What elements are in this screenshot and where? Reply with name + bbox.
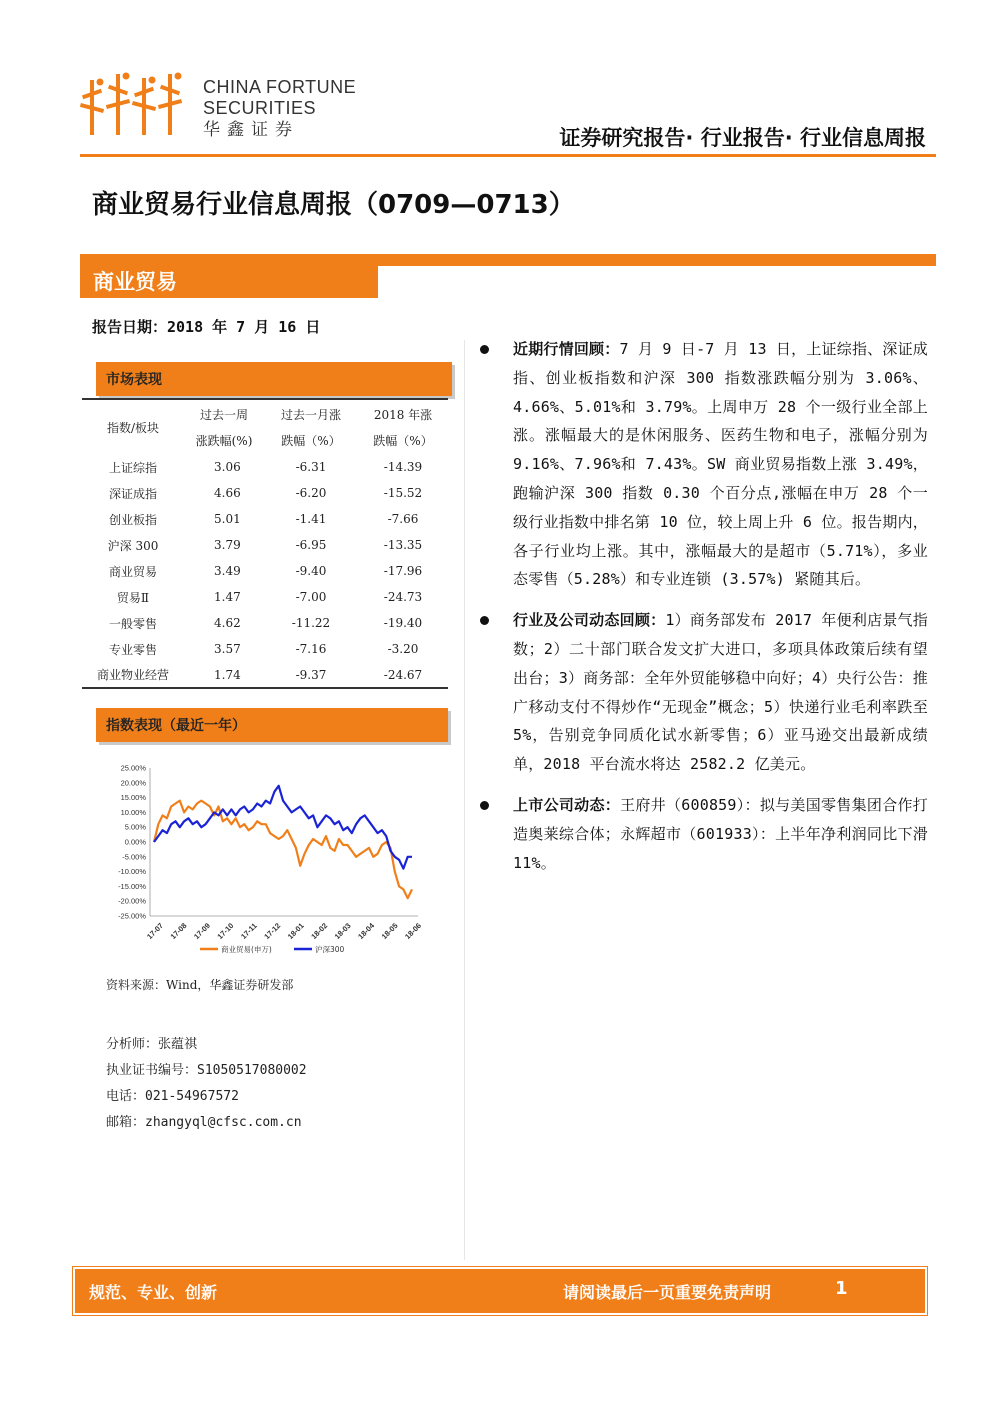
legend-label: 商业贸易(申万) xyxy=(221,945,272,954)
table-cell: -9.37 xyxy=(264,662,358,688)
market-table xyxy=(82,398,448,689)
table-cell: 3.49 xyxy=(214,564,241,578)
data-source: 资料来源：Wind，华鑫证券研发部 xyxy=(106,978,294,992)
y-tick-label: 10.00% xyxy=(120,807,146,817)
logo-figure xyxy=(106,73,130,136)
x-tick-label: 17-07 xyxy=(145,921,166,942)
table-cell: 1.47 xyxy=(214,590,241,604)
x-tick-label: 18-06 xyxy=(403,921,424,942)
logo-en-line1: CHINA FORTUNE xyxy=(203,77,357,97)
x-tick-label: 18-02 xyxy=(309,921,330,942)
table-cell: -24.73 xyxy=(383,590,423,604)
table-cell: 一般零售 xyxy=(108,616,157,631)
x-tick-label: 17-09 xyxy=(192,921,212,942)
table-cell: -3.20 xyxy=(387,642,419,656)
table-cell: -24.67 xyxy=(358,662,448,688)
y-tick-label: -5.00% xyxy=(122,852,146,862)
table-row xyxy=(82,558,448,584)
bullet-text: 近期行情回顾：7 月 9 日-7 月 13 日，上证综指、深证成指、创业板指数和沪深 300 指数涨跌幅分别为 3.06%、4.66%、5.01%和 3.79%。上周申万 28 个一级行业全部上涨。涨幅最大的是休闲服务、医药生物和电子，涨幅分别为 9.16%、7.96%和 7.43%。SW 商业贸易指数上涨 3.49%，跑输沪深 300 指数 0.30 个百分点,涨幅在申万 28 个一级行业指数中排名第 10 位，较上周上升 6 位。报告期内，各子行业均上涨。其中，涨幅最大的是超市（5.71%），多业态零售（5.28%）和专业连锁 (3.57%) 紧随其后。 xyxy=(513,340,928,589)
col-header: 2018 年涨 跌幅（%） xyxy=(373,408,433,448)
col-header: 过去一周 涨跌幅(%) xyxy=(195,408,253,448)
table-cell: 沪深 300 xyxy=(107,538,159,553)
y-tick-label: -15.00% xyxy=(118,881,146,891)
table-cell: -14.39 xyxy=(383,460,423,474)
analyst-name: 分析师：张蕴祺 xyxy=(106,1037,198,1052)
market-section-title: 市场表现 xyxy=(106,372,162,388)
table-cell: 上证综指 xyxy=(108,460,157,475)
x-tick-label: 18-01 xyxy=(285,921,306,942)
table-cell: 专业零售 xyxy=(108,642,157,657)
bullet-company-news xyxy=(478,791,928,877)
table-cell: -17.96 xyxy=(383,564,423,578)
table-cell: -11.22 xyxy=(291,616,331,630)
logo-figure xyxy=(158,73,182,136)
table-cell: -19.40 xyxy=(383,616,423,630)
market-section-header xyxy=(96,362,452,396)
y-tick-label: 25.00% xyxy=(120,763,146,773)
table-cell: 4.62 xyxy=(214,616,241,630)
analyst-phone: 电话：021-54967572 xyxy=(106,1089,239,1104)
table-cell: 3.57 xyxy=(214,642,241,656)
table-row xyxy=(82,636,448,662)
table-cell: 贸易Ⅱ xyxy=(116,590,150,605)
bullet-market-review xyxy=(478,335,928,594)
y-tick-label: -10.00% xyxy=(118,867,146,877)
bullet-dot xyxy=(480,616,489,625)
y-tick-label: 15.00% xyxy=(120,793,146,803)
sector-label: 商业贸易 xyxy=(93,270,177,294)
table-cell: 5.01 xyxy=(214,512,241,526)
logo-cn: 华鑫证券 xyxy=(203,120,299,140)
table-cell: -6.20 xyxy=(295,486,327,500)
table-cell: 商业贸易 xyxy=(108,564,157,579)
bullet-text: 行业及公司动态回顾：1）商务部发布 2017 年便利店景气指数；2）二十部门联合发文扩大进口，多项具体政策后续有望出台；3）商务部：全年外贸能够稳中向好；4）央行公告：推广移动支付不得炒作“无现金”概念；5）快递行业毛利率跌至 5%，告别竞争同质化试水新零售；6）亚马逊交出最新成绩单，2018 平台流水将达 2582.2 亿美元。 xyxy=(513,611,928,774)
y-tick-label: -25.00% xyxy=(118,911,146,921)
table-cell: -9.40 xyxy=(295,564,327,578)
x-tick-label: 18-03 xyxy=(332,921,353,942)
y-tick-label: 0.00% xyxy=(124,837,146,847)
header-rule xyxy=(80,154,936,157)
x-tick-label: 17-08 xyxy=(168,921,189,942)
market-table-header xyxy=(82,399,448,454)
table-cell: -7.00 xyxy=(295,590,327,604)
footer-slogan: 规范、专业、创新 xyxy=(89,1283,218,1302)
y-tick-label: -20.00% xyxy=(118,896,146,906)
table-cell: -6.31 xyxy=(295,460,327,474)
logo-figure xyxy=(132,77,156,136)
report-date: 报告日期：2018 年 7 月 16 日 xyxy=(92,318,321,336)
logo-figure xyxy=(80,79,104,136)
y-tick-label: 20.00% xyxy=(120,778,146,788)
table-cell: 3.79 xyxy=(214,538,241,552)
page-number: 1 xyxy=(835,1278,848,1299)
index-section-title: 指数表现（最近一年） xyxy=(106,718,246,734)
table-row xyxy=(82,610,448,636)
chart-svg xyxy=(100,750,440,960)
bullet-dot xyxy=(480,801,489,810)
table-cell: -1.41 xyxy=(295,512,327,526)
report-type: 证券研究报告· 行业报告· 行业信息周报 xyxy=(559,126,926,150)
china-fortune-logo xyxy=(80,70,190,140)
x-tick-label: 17-10 xyxy=(215,921,236,942)
table-cell: 3.06 xyxy=(214,460,241,474)
analyst-email: 邮箱：zhangyql@cfsc.com.cn xyxy=(106,1115,302,1130)
index-line-chart xyxy=(100,750,440,960)
analyst-cert: 执业证书编号：S1050517080002 xyxy=(106,1063,307,1078)
table-row xyxy=(82,532,448,558)
column-divider xyxy=(464,340,465,1260)
y-tick-label: 5.00% xyxy=(124,822,146,832)
footer-band xyxy=(75,1269,925,1313)
logo-text xyxy=(203,77,356,141)
legend-label: 沪深300 xyxy=(315,945,345,954)
page-footer xyxy=(72,1266,928,1316)
x-tick-label: 17-11 xyxy=(239,921,259,941)
table-cell: 深证成指 xyxy=(108,486,157,501)
bullet-dot xyxy=(480,345,489,354)
table-cell: -15.52 xyxy=(383,486,423,500)
x-tick-label: 17-12 xyxy=(262,921,283,942)
table-cell: 4.66 xyxy=(214,486,241,500)
logo-en-line2: SECURITIES xyxy=(203,98,317,118)
x-tick-label: 18-04 xyxy=(356,921,377,942)
series-line-0 xyxy=(154,801,412,899)
table-row xyxy=(82,480,448,506)
table-row xyxy=(82,506,448,532)
market-table-body xyxy=(82,454,448,688)
table-cell: 商业物业经营 xyxy=(82,662,184,688)
table-row xyxy=(82,662,448,688)
table-cell: 创业板指 xyxy=(108,512,157,527)
table-cell: 1.74 xyxy=(184,662,264,688)
table-row xyxy=(82,454,448,480)
col-header: 指数/板块 xyxy=(106,421,160,435)
summary-bullets xyxy=(478,335,928,889)
table-cell: -7.66 xyxy=(387,512,419,526)
analyst-info xyxy=(106,1032,307,1136)
bullet-text: 上市公司动态：王府井（600859）：拟与美国零售集团合作打造奥莱综合体；永辉超市（601933）：上半年净利润同比下滑 11%。 xyxy=(513,795,928,872)
table-row xyxy=(82,584,448,610)
table-cell: -6.95 xyxy=(295,538,327,552)
document-title: 商业贸易行业信息周报（0709—0713） xyxy=(92,190,575,220)
index-section-header xyxy=(96,708,448,742)
col-header: 过去一月涨 跌幅（%） xyxy=(280,408,341,448)
table-cell: -13.35 xyxy=(383,538,423,552)
table-cell: -7.16 xyxy=(295,642,327,656)
bullet-industry-news xyxy=(478,606,928,779)
x-tick-label: 18-05 xyxy=(379,921,400,942)
footer-disclaimer: 请阅读最后一页重要免责声明 xyxy=(563,1283,772,1302)
